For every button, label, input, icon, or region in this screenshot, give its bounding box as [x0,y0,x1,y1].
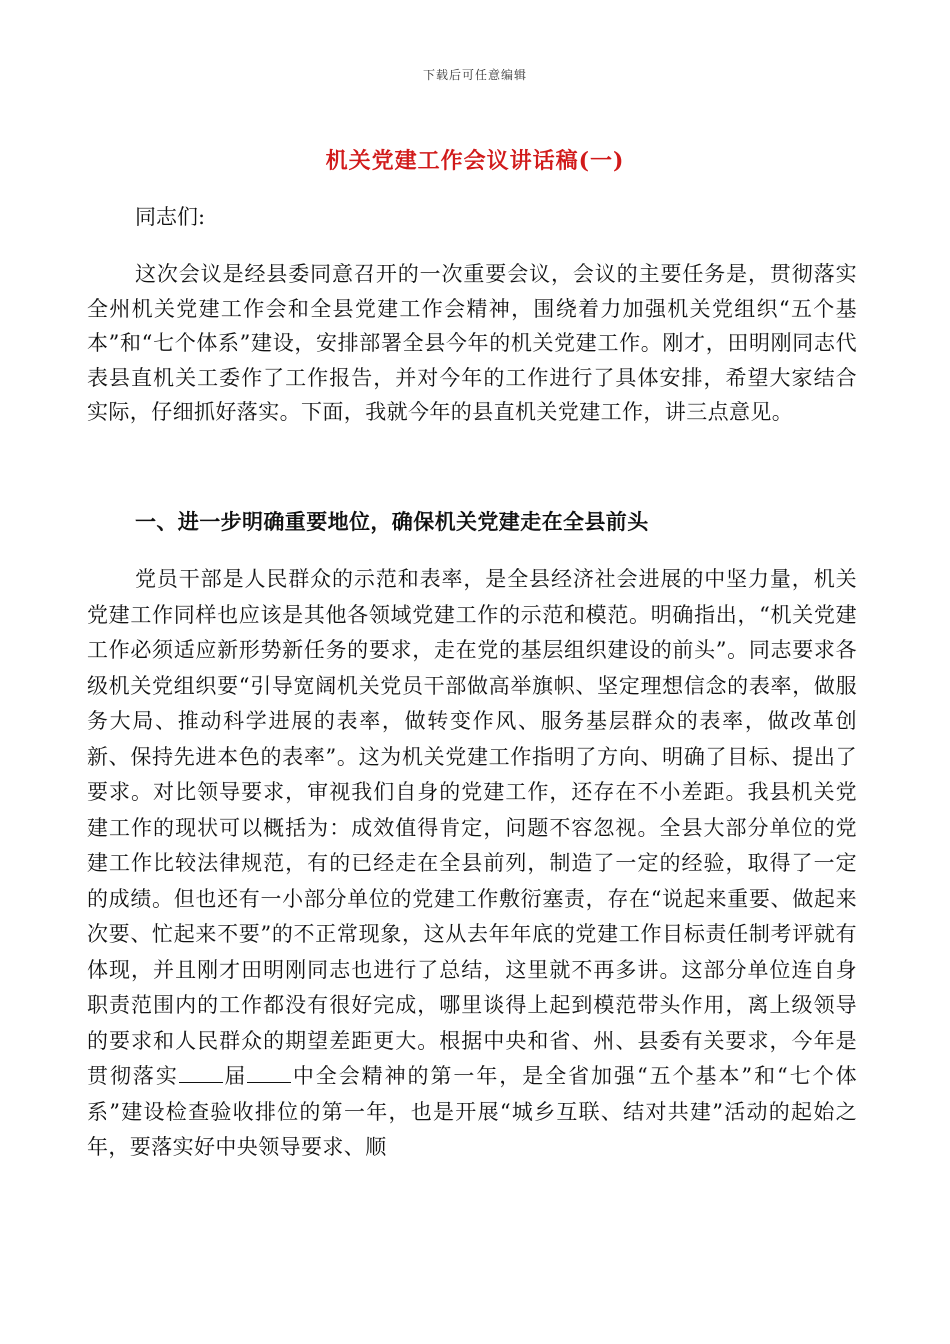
header-note: 下载后可任意编辑 [422,68,527,82]
fill-in-blank [179,1062,223,1083]
paragraph-section-1 [87,562,857,1166]
paragraph-text: 党员干部是人民群众的示范和表率，是全县经济社会进展的中坚力量，机关党建工作同样也应该是其他各领域党建工作的示范和模范。明确指出，“机关党建工作必须适应新形势新任务的要求，走在党的基层组织建设的前头”。同志要求各级机关党组织要“引导宽阔机关党员干部做高举旗帜、坚定理想信念的表率，做服务大局、推动科学进展的表率，做转变作风、服务基层群众的表率，做改革创新、保持先进本色的表率”。这为机关党建工作指明了方向、明确了目标、提出了要求。对比领导要求，审视我们自身的党建工作，还存在不小差距。我县机关党建工作的现状可以概括为：成效值得肯定，问题不容忽视。全县大部分单位的党建工作比较法律规范，有的已经走在全县前列，制造了一定的经验，取得了一定的成绩。但也还有一小部分单位的党建工作敷衍塞责，存在“说起来重要、做起来次要、忙起来不要”的不正常现象，这从去年年底的党建工作目标责任制考评就有体现，并且刚才田明刚同志也进行了总结，这里就不再多讲。这部分单位连自身职责范围内的工作都没有很好完成，哪里谈得上起到模范带头作用，离上级领导的要求和人民群众的期望差距更大。根据中央和省、州、县委有关要求，今年是贯彻落实 [87,567,857,1088]
paragraph-text: 中全会精神的第一年，是全省加强“五个基本”和“七个体系”建设检查验收排位的第一年，也是开展“城乡互联、结对共建”活动的起始之年，要落实好中央领导要求、顺 [87,1064,858,1159]
salutation: 同志们: [135,205,206,229]
fill-in-blank [247,1062,291,1083]
section-heading-1: 一、进一步明确重要地位，确保机关党建走在全县前头 [135,509,649,534]
paragraph-intro: 这次会议是经县委同意召开的一次重要会议，会议的主要任务是，贯彻落实全州机关党建工作会和全县党建工作会精神，围绕着力加强机关党组织“五个基本”和“七个体系”建设，安排部署全县今年的机关党建工作。刚才，田明刚同志代表县直机关工委作了工作报告，并对今年的工作进行了具体安排，希望大家结合实际，仔细抓好落实。下面，我就今年的县直机关党建工作，讲三点意见。 [87,262,857,424]
document-title: 机关党建工作会议讲话稿(一) [325,148,625,174]
paragraph-text: 届 [222,1064,248,1088]
